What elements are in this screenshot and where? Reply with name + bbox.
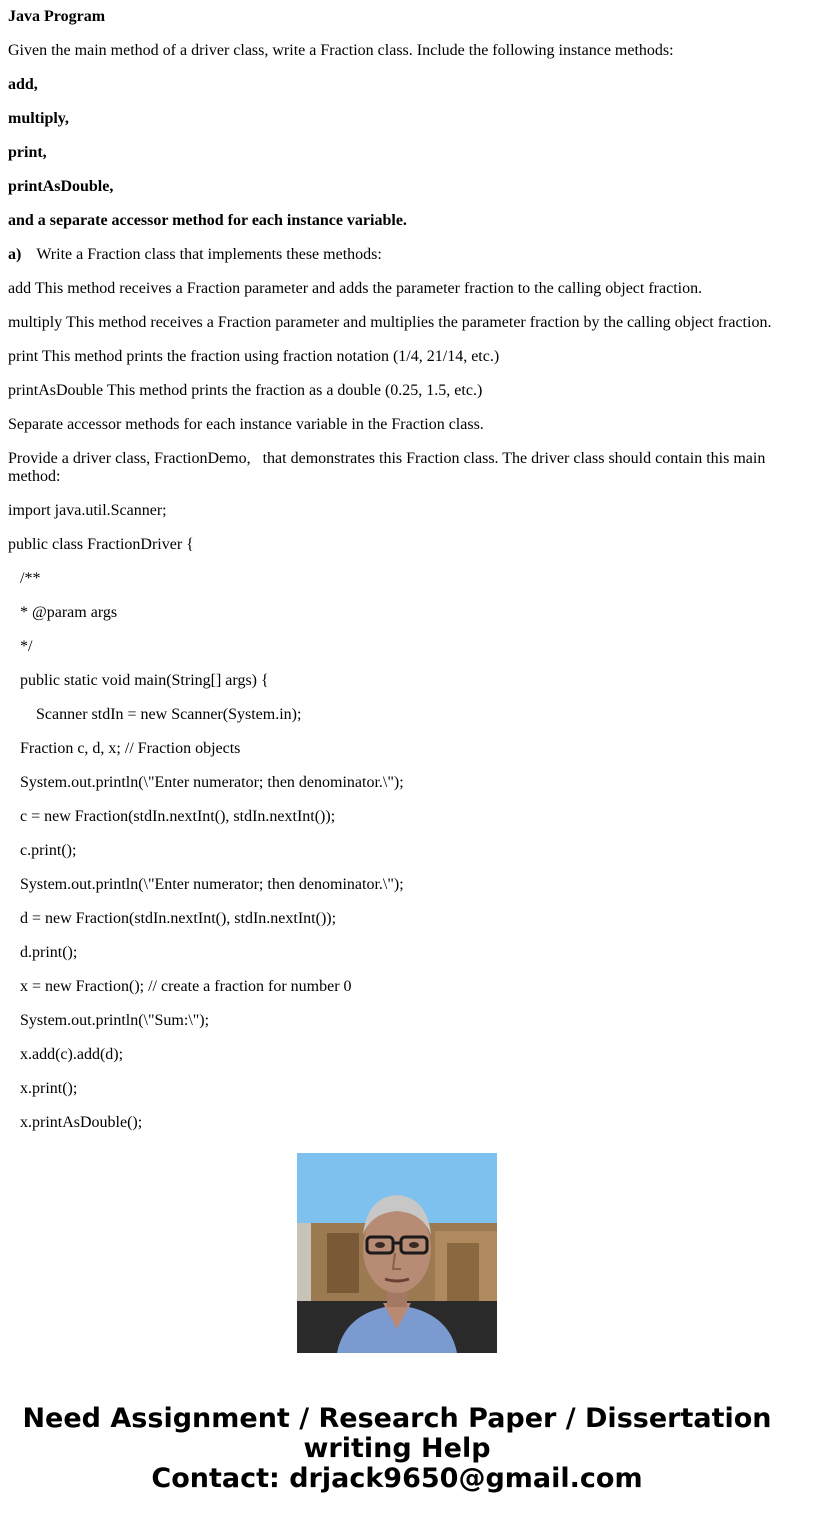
code-line: /** bbox=[20, 570, 41, 587]
desc-print-as-double: printAsDouble This method prints the fraction as a double (0.25, 1.5, etc.) bbox=[8, 382, 483, 399]
promo-contact: Contact: drjack9650@gmail.com bbox=[151, 1463, 643, 1494]
promo-line: writing Help bbox=[303, 1433, 491, 1464]
promo-line: Need Assignment / Research Paper / Dissertation bbox=[22, 1403, 772, 1434]
code-line: x.add(c).add(d); bbox=[20, 1046, 124, 1063]
code-line: c.print(); bbox=[20, 842, 77, 859]
doc-intro: Given the main method of a driver class, write a Fraction class. Include the following instance methods: bbox=[8, 42, 674, 59]
method-item-print-as-double: printAsDouble, bbox=[8, 178, 114, 195]
method-item-add: add, bbox=[8, 76, 38, 93]
method-item-multiply: multiply, bbox=[8, 110, 69, 127]
code-line: x.print(); bbox=[20, 1080, 78, 1097]
part-a-label: a) bbox=[8, 246, 22, 263]
method-item-print: print, bbox=[8, 144, 47, 161]
desc-add: add This method receives a Fraction parameter and adds the parameter fraction to the calling object fraction. bbox=[8, 280, 703, 297]
part-a bbox=[8, 246, 786, 264]
code-line: System.out.println(\"Enter numerator; then denominator.\"); bbox=[20, 876, 404, 893]
desc-accessors: Separate accessor methods for each instance variable in the Fraction class. bbox=[8, 416, 484, 433]
code-line: x = new Fraction(); // create a fraction for number 0 bbox=[20, 978, 352, 995]
code-line: d = new Fraction(stdIn.nextInt(), stdIn.nextInt()); bbox=[20, 910, 337, 927]
code-line: d.print(); bbox=[20, 944, 78, 961]
code-line: c = new Fraction(stdIn.nextInt(), stdIn.nextInt()); bbox=[20, 808, 336, 825]
doc-title: Java Program bbox=[8, 8, 106, 25]
code-line: Scanner stdIn = new Scanner(System.in); bbox=[36, 706, 302, 723]
part-a-text: Write a Fraction class that implements these methods: bbox=[36, 246, 382, 263]
desc-multiply: multiply This method receives a Fraction parameter and multiplies the parameter fraction by the calling object fraction. bbox=[8, 314, 772, 331]
promo-banner bbox=[0, 1404, 794, 1494]
code-line: public class FractionDriver { bbox=[8, 536, 194, 553]
code-line: * @param args bbox=[20, 604, 118, 621]
driver-text: Provide a driver class, FractionDemo, that demonstrates this Fraction class. The driver class should contain this main method: bbox=[8, 450, 770, 485]
avatar bbox=[297, 1153, 497, 1353]
code-line: */ bbox=[20, 638, 33, 655]
code-line: x.printAsDouble(); bbox=[20, 1114, 143, 1131]
avatar-portrait bbox=[297, 1153, 497, 1353]
code-line: public static void main(String[] args) { bbox=[20, 672, 269, 689]
code-line: System.out.println(\"Sum:\"); bbox=[20, 1012, 210, 1029]
method-item-accessors: and a separate accessor method for each instance variable. bbox=[8, 212, 407, 229]
code-line: Fraction c, d, x; // Fraction objects bbox=[20, 740, 241, 757]
desc-print: print This method prints the fraction using fraction notation (1/4, 21/14, etc.) bbox=[8, 348, 500, 365]
code-line: import java.util.Scanner; bbox=[8, 502, 167, 519]
code-line: System.out.println(\"Enter numerator; then denominator.\"); bbox=[20, 774, 404, 791]
document-content bbox=[8, 0, 786, 1131]
